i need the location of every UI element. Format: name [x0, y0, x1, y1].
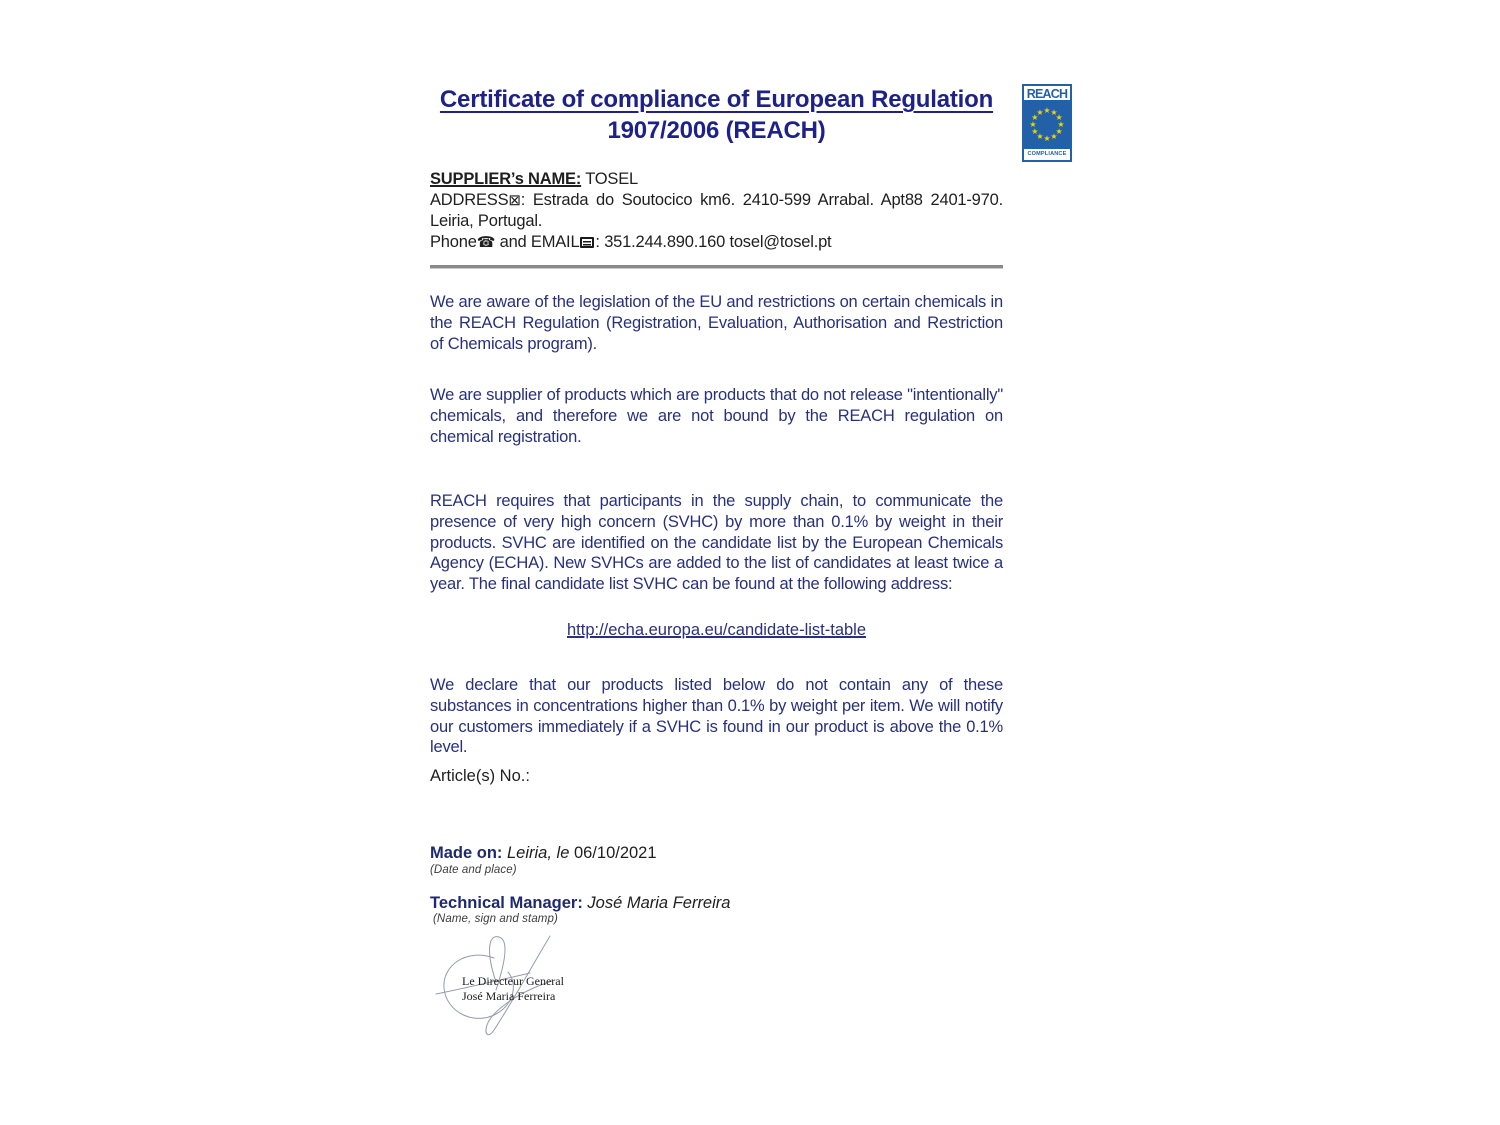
- title-line-2: 1907/2006 (REACH): [607, 117, 826, 144]
- paragraph-svhc-requirements: REACH requires that participants in the supply chain, to communicate the presence of very high concern (SVHC) by more than 0.1% by weight in their products. SVHC are identified on the candidate list by the European Chemicals Agency (ECHA). New SVHCs are added to the list of candidates at least twice a year. The final candidate list SVHC can be found at the following address:: [430, 492, 1003, 594]
- paragraph-supplier-status: We are supplier of products which are products that do not release "intentionally" chemicals, and therefore we are not bound by the REACH regulation on chemical registration.: [430, 386, 1003, 446]
- supplier-name-value: TOSEL: [581, 170, 639, 188]
- eu-star: ★: [1031, 112, 1039, 122]
- signature-line-1: Le Directeur General: [462, 974, 564, 988]
- eu-star: ★: [1036, 107, 1044, 117]
- email-label: and EMAIL: [495, 233, 580, 251]
- eu-star: ★: [1050, 107, 1058, 117]
- made-on-label: Made on:: [430, 844, 503, 862]
- signature-text: [462, 974, 564, 1004]
- phone-icon: ☎: [476, 234, 496, 251]
- envelope-icon: ⊠: [508, 192, 521, 209]
- articles-no-label: Article(s) No.:: [430, 767, 530, 785]
- made-on-date: 06/10/2021: [569, 844, 657, 862]
- eu-star: ★: [1055, 126, 1063, 136]
- eu-star: ★: [1043, 133, 1051, 143]
- signature-block: [430, 932, 600, 1047]
- made-on-place: Leiria, le: [502, 844, 570, 862]
- eu-star: ★: [1031, 126, 1039, 136]
- horizontal-divider: [430, 265, 1003, 269]
- reach-logo-label: REACH: [1024, 86, 1070, 102]
- page-title: [430, 84, 1003, 146]
- paragraph-awareness: We are aware of the legislation of the EU and restrictions on certain chemicals in the REACH Regulation (Registration, Evaluation, Authorisation and Restriction of Chemicals program).: [430, 293, 1003, 353]
- candidate-list-link[interactable]: http://echa.europa.eu/candidate-list-table: [566, 621, 867, 639]
- supplier-contact-row: [430, 232, 1003, 253]
- compliance-logo-label: COMPLIANCE: [1024, 147, 1070, 158]
- computer-icon: [580, 237, 594, 248]
- address-value: : Estrada do Soutocico km6. 2410-599 Arrabal. Apt88 2401-970. Leiria, Portugal.: [430, 191, 1003, 230]
- technical-manager-row: [430, 894, 1003, 913]
- eu-star: ★: [1029, 119, 1037, 129]
- contact-value: : 351.244.890.160 tosel@tosel.pt: [595, 233, 832, 251]
- address-label: ADDRESS: [430, 191, 509, 209]
- candidate-list-link-row: [430, 621, 1003, 640]
- signature-line-2: José Maria Ferreira: [462, 989, 556, 1003]
- eu-stars-icon: [1024, 102, 1070, 147]
- document-column: [430, 0, 1003, 1125]
- eu-star: ★: [1050, 131, 1058, 141]
- technical-manager-label: Technical Manager:: [430, 894, 583, 912]
- supplier-block: [430, 169, 1003, 253]
- supplier-name-label: SUPPLIER’s NAME:: [430, 170, 582, 188]
- reach-compliance-logo: [1022, 84, 1072, 162]
- technical-manager-name: José Maria Ferreira: [582, 894, 731, 912]
- title-line-1: Certificate of compliance of European Regulation: [439, 86, 994, 113]
- eu-star: ★: [1043, 105, 1051, 115]
- phone-label: Phone: [430, 233, 477, 251]
- eu-star: ★: [1036, 131, 1044, 141]
- date-place-caption: (Date and place): [430, 864, 517, 876]
- made-on-row: [430, 844, 1003, 863]
- eu-star: ★: [1057, 119, 1065, 129]
- name-sign-stamp-caption: (Name, sign and stamp): [433, 913, 558, 925]
- eu-star: ★: [1055, 112, 1063, 122]
- paragraph-declaration: We declare that our products listed below do not contain any of these substances in concentrations higher than 0.1% by weight per item. We will notify our customers immediately if a SVHC is found in our product is above the 0.1% level.: [430, 676, 1003, 757]
- supplier-address-row: [430, 190, 1003, 232]
- supplier-name-row: [430, 169, 1003, 190]
